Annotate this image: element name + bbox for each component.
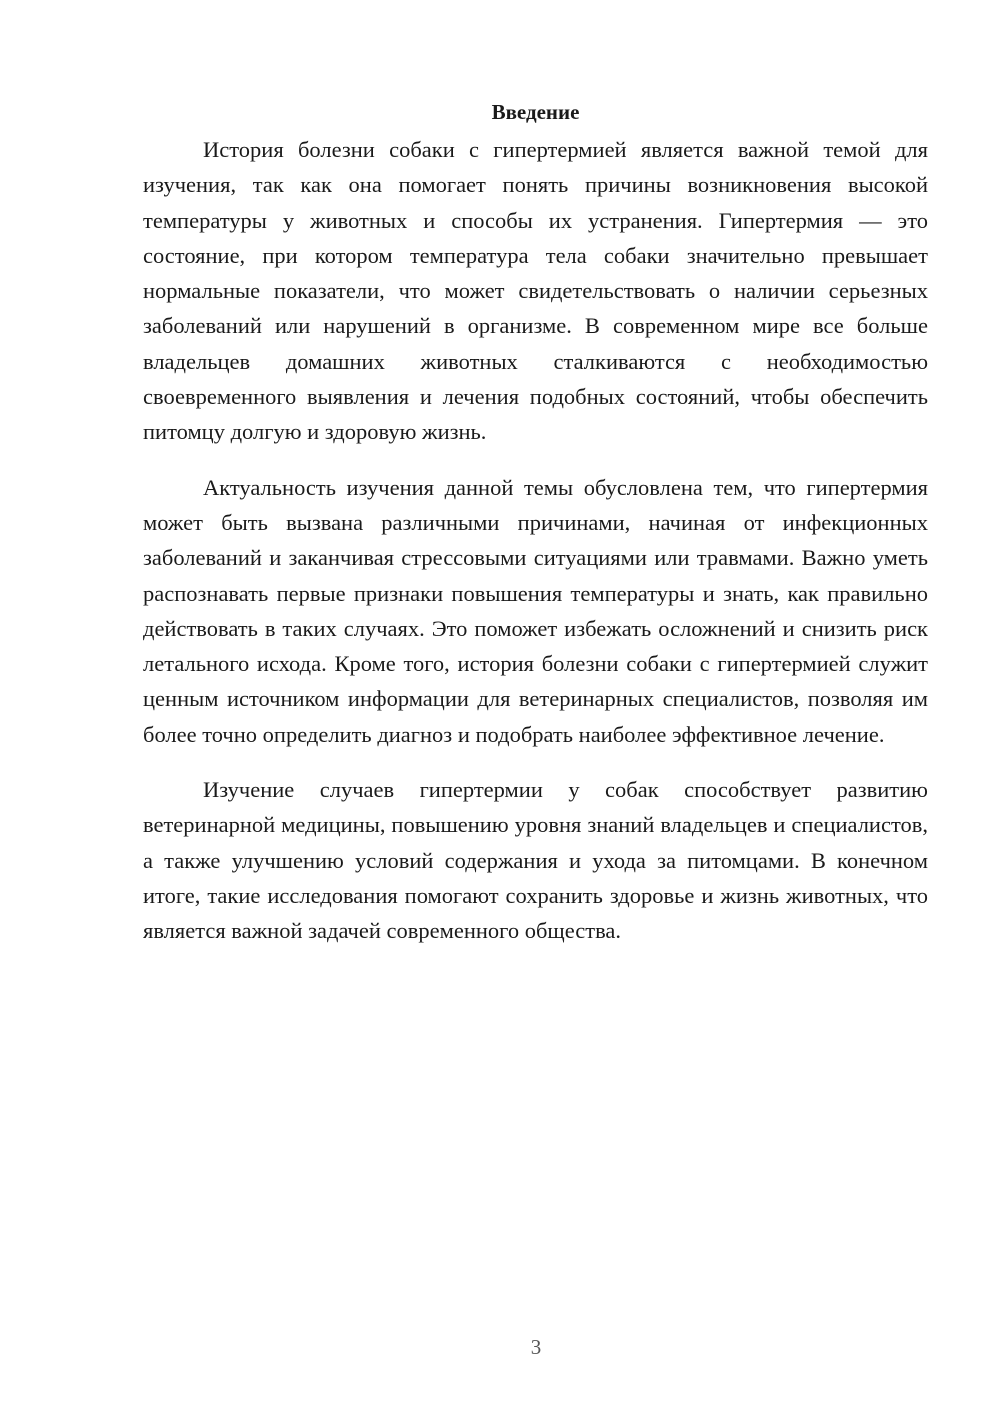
paragraph-2: Актуальность изучения данной темы обусловлена тем, что гипертермия может быть вызвана различными причинами, начиная от инфекционных заболеваний и заканчивая стрессовыми ситуациями или травмами. Важно уметь распознавать первые признаки повышения температуры и знать, как правильно действовать в таких случаях. Это поможет избежать осложнений и снизить риск летального исхода. Кроме того, история болезни собаки с гипертермией служит ценным источником информации для ветеринарных специалистов, позволяя им более точно определить диагноз и подобрать наиболее эффективное лечение. — [143, 474, 928, 747]
section-heading: Введение — [491, 100, 580, 124]
page-content — [143, 98, 928, 969]
paragraph-3: Изучение случаев гипертермии у собак способствует развитию ветеринарной медицины, повышению уровня знаний владельцев и специалистов, а также улучшению условий содержания и ухода за питомцами. В конечном итоге, такие исследования помогают сохранить здоровье и жизнь животных, что является важной задачей современного общества. — [143, 777, 928, 944]
page-number: 3 — [530, 1335, 542, 1359]
paragraph-1: История болезни собаки с гипертермией является важной темой для изучения, так как она помогает понять причины возникновения высокой температуры у животных и способы их устранения. Гипертермия — это состояние, при котором температура тела собаки значительно превышает нормальные показатели, что может свидетельствовать о наличии серьезных заболеваний или нарушений в организме. В современном мире все больше владельцев домашних животных сталкиваются с необходимостью своевременного выявления и лечения подобных состояний, чтобы обеспечить питомцу долгую и здоровую жизнь. — [143, 137, 928, 445]
